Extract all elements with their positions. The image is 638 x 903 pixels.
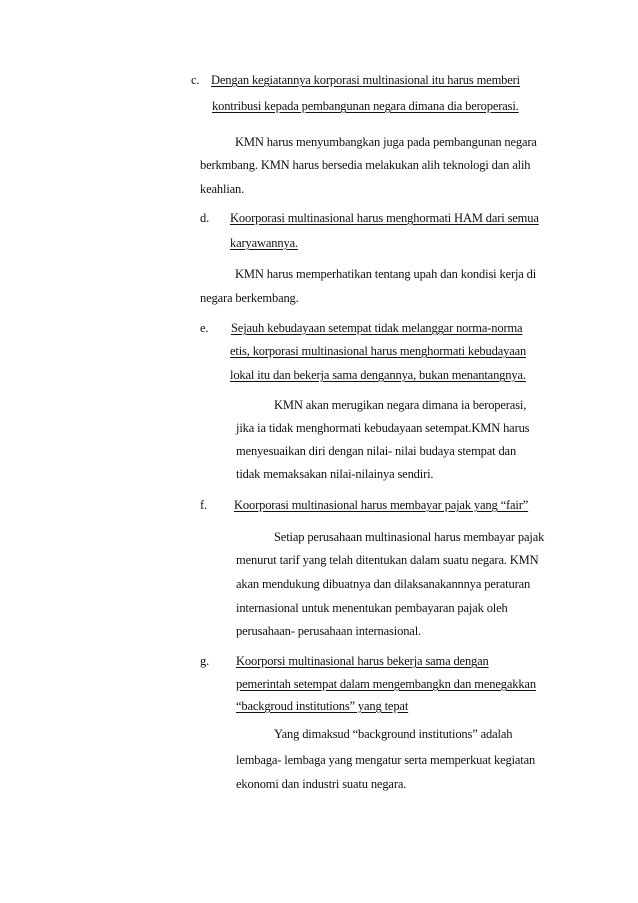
body-d-line-2: negara berkembang. (200, 291, 299, 305)
heading-d-line-2: karyawannya. (230, 236, 298, 250)
heading-e-line-3: lokal itu dan bekerja sama dengannya, bukan menantangnya. (230, 368, 526, 382)
heading-g-line-1: Koorporsi multinasional harus bekerja sama dengan (236, 654, 489, 668)
heading-g-line-3: “backgroud institutions” yang tepat (236, 699, 409, 713)
heading-d-line-1: Koorporasi multinasional harus menghormati HAM dari semua (230, 211, 539, 225)
item-marker-f: f. (200, 498, 207, 512)
body-c-line-1: KMN harus menyumbangkan juga pada pembangunan negara (235, 135, 537, 149)
heading-f-line-1: Koorporasi multinasional harus membayar pajak yang “fair” (234, 498, 529, 512)
body-f-line-4: internasional untuk menentukan pembayaran pajak oleh (236, 601, 508, 615)
body-e-line-1: KMN akan merugikan negara dimana ia beroperasi, (274, 398, 527, 412)
heading-c-line-1: Dengan kegiatannya korporasi multinasional itu harus memberi (211, 73, 520, 87)
heading-c-line-2: kontribusi kepada pembangunan negara dimana dia beroperasi. (212, 99, 519, 113)
body-e-line-4: tidak memaksakan nilai-nilainya sendiri. (236, 467, 434, 481)
body-f-line-1: Setiap perusahaan multinasional harus membayar pajak (274, 530, 545, 544)
heading-e-line-1: Sejauh kebudayaan setempat tidak melanggar norma-norma (231, 321, 523, 335)
body-g-line-1: Yang dimaksud “background institutions” adalah (274, 727, 513, 741)
body-g-line-3: ekonomi dan industri suatu negara. (236, 777, 407, 791)
heading-e-line-2: etis, korporasi multinasional harus menghormati kebudayaan (230, 344, 527, 358)
body-d-line-1: KMN harus memperhatikan tentang upah dan kondisi kerja di (235, 267, 537, 281)
item-marker-g: g. (200, 654, 210, 668)
body-e-line-2: jika ia tidak menghormati kebudayaan setempat.KMN harus (236, 421, 530, 435)
body-e-line-3: menyesuaikan diri dengan nilai- nilai budaya stempat dan (236, 444, 517, 458)
item-marker-c: c. (191, 73, 200, 87)
body-c-line-2: berkmbang. KMN harus bersedia melakukan alih teknologi dan alih (200, 158, 531, 172)
body-c-line-3: keahlian. (200, 182, 245, 196)
item-marker-e: e. (200, 321, 209, 335)
body-f-line-2: menurut tarif yang telah ditentukan dalam suatu negara. KMN (236, 553, 539, 567)
body-g-line-2: lembaga- lembaga yang mengatur serta memperkuat kegiatan (236, 753, 536, 767)
body-f-line-3: akan mendukung dibuatnya dan dilaksanakannnya peraturan (236, 577, 531, 591)
heading-g-line-2: pemerintah setempat dalam mengembangkn dan menegakkan (236, 677, 536, 691)
item-marker-d: d. (200, 211, 210, 225)
body-f-line-5: perusahaan- perusahaan internasional. (236, 624, 421, 638)
